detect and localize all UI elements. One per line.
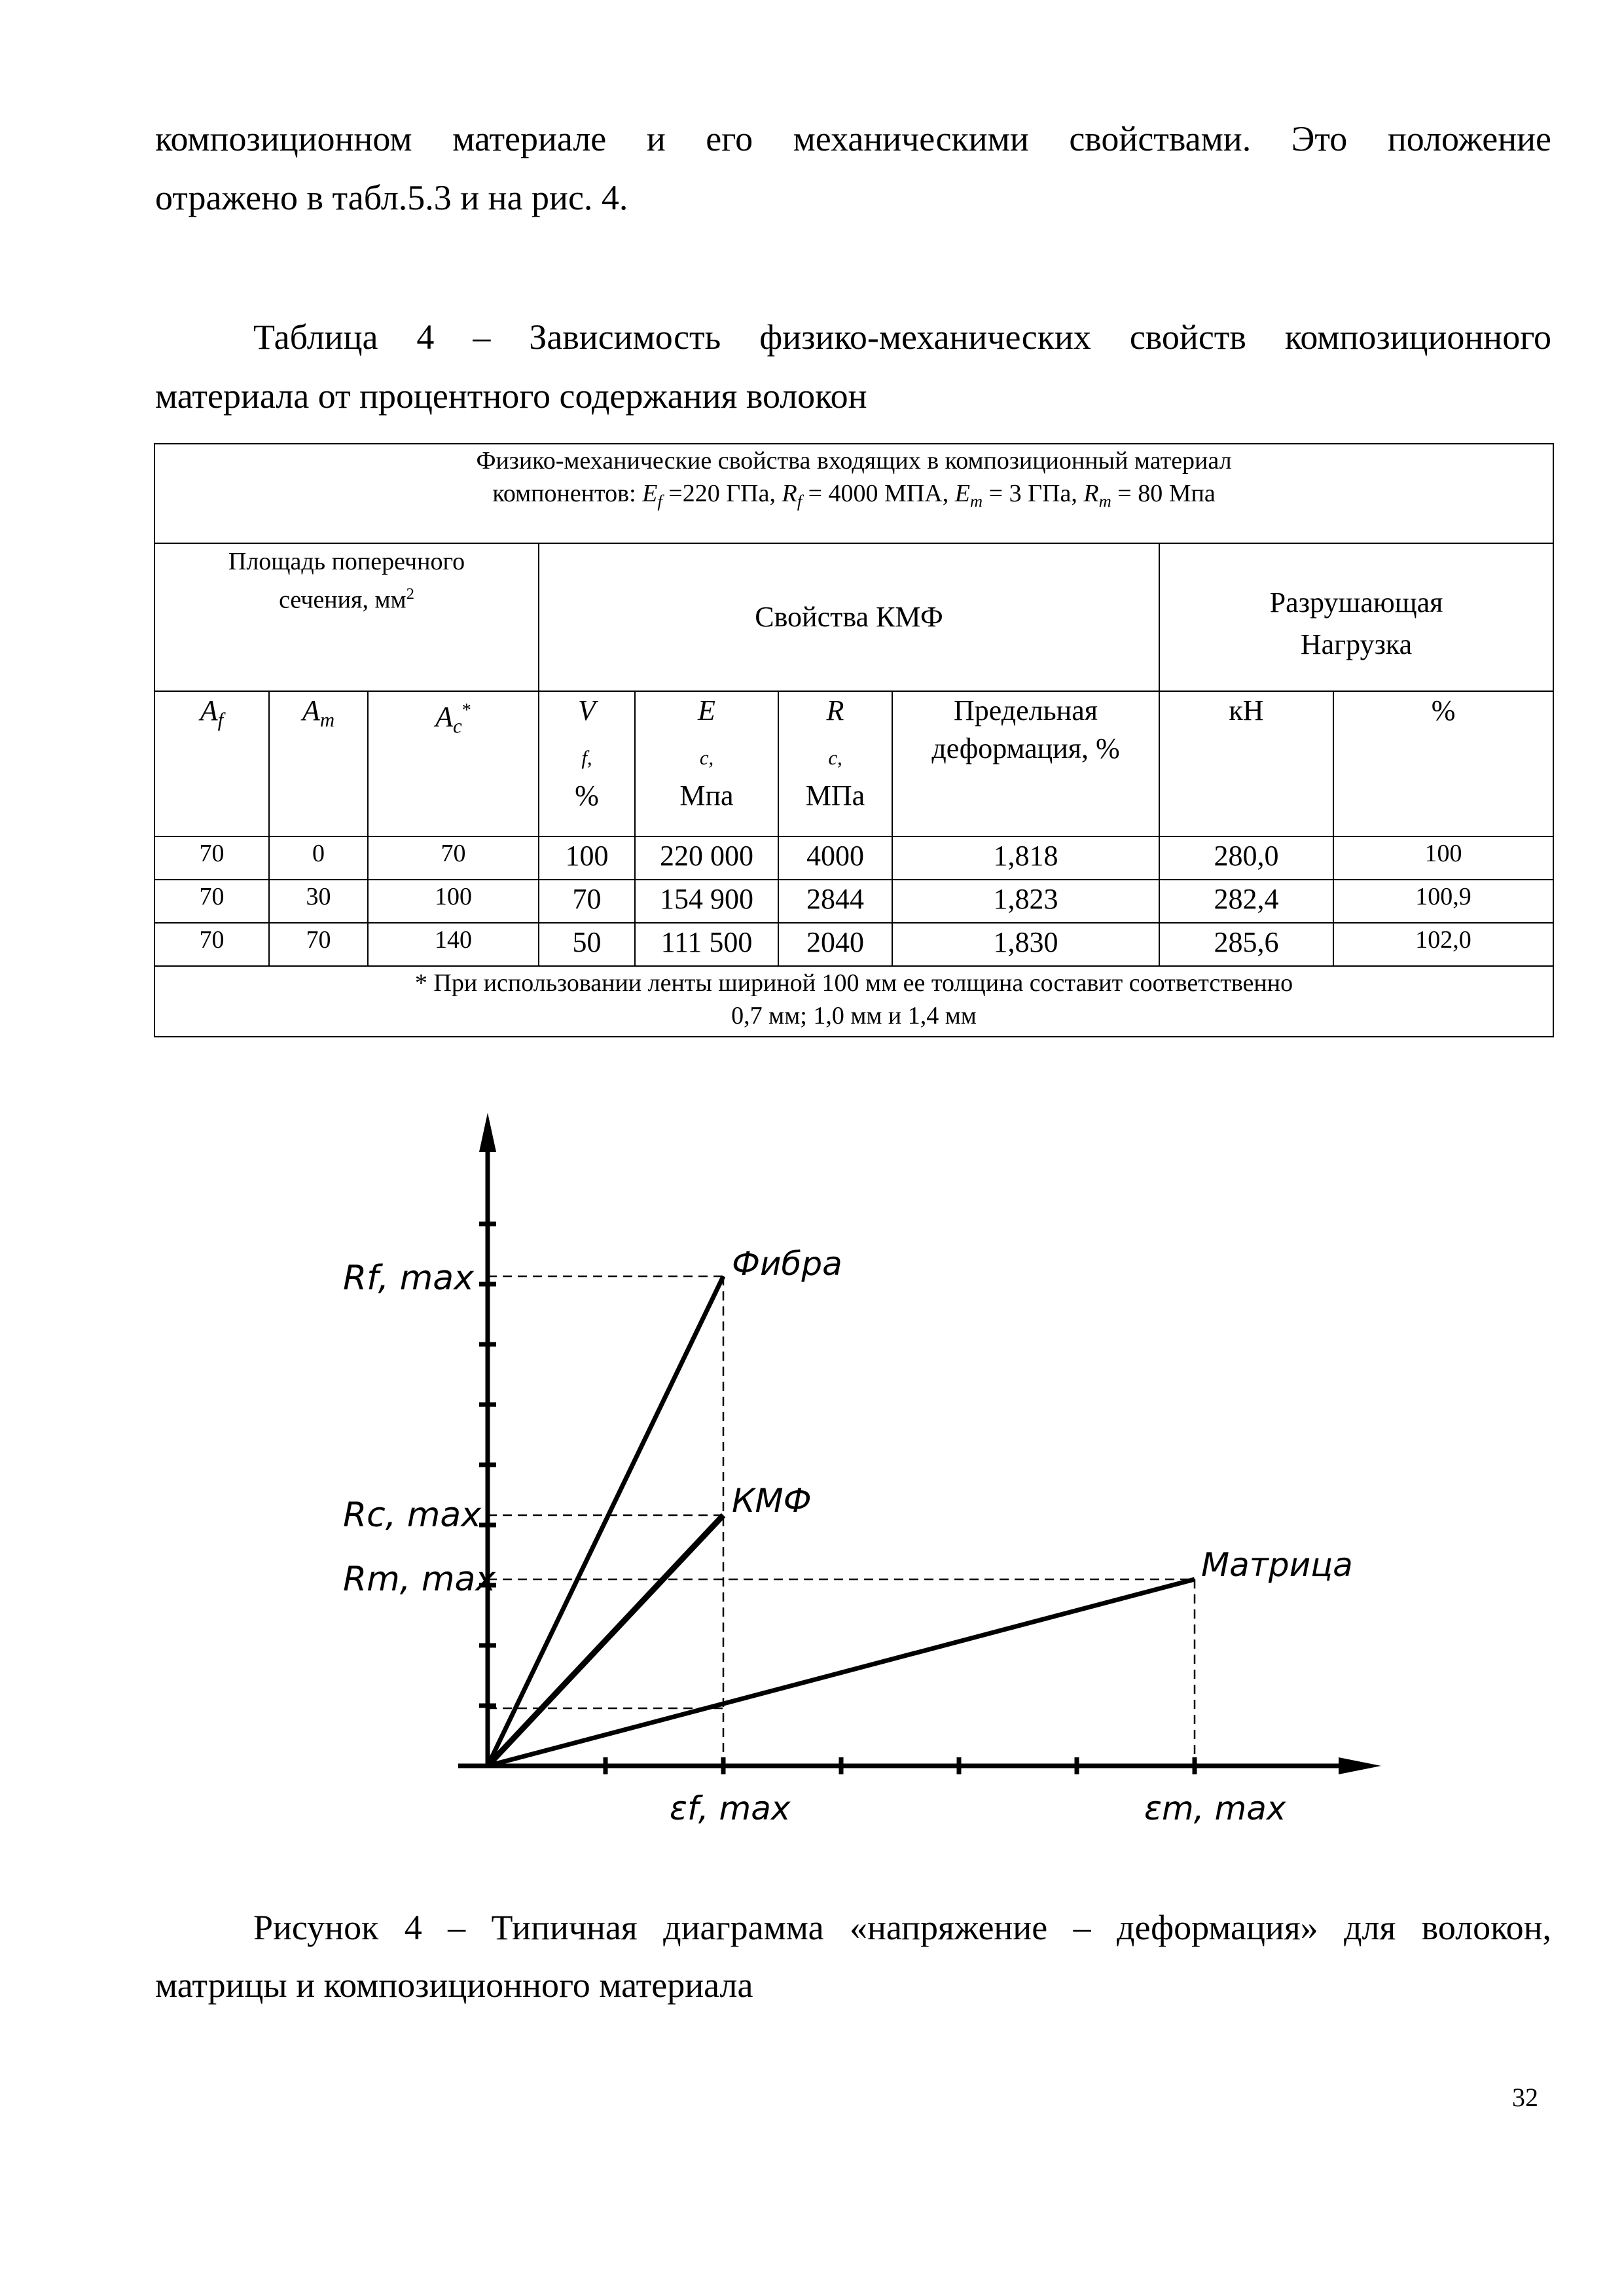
figure-caption-line-1: Рисунок 4 – Типичная диаграмма «напряжение – деформация» для волокон,	[253, 1908, 1551, 1947]
kmf-label: КМФ	[732, 1482, 812, 1520]
table-row: 70 0 70 100 220 000 4000 1,818 280,0 100	[154, 836, 1553, 880]
col-ac: $A_c^*$	[368, 691, 539, 836]
table-header-line-1: Физико-механические свойства входящих в композиционный материал	[476, 447, 1232, 475]
table-caption-line-2: материала от процентного содержания волокон	[155, 376, 867, 416]
table-row: 70 70 140 50 111 500 2040 1,830 285,6 102,0	[154, 923, 1553, 966]
matrix-line	[488, 1579, 1195, 1766]
group-area-header: Площадь поперечного сечения, $мм^2$	[154, 543, 539, 691]
group-kmf-header: Свойства КМФ	[539, 543, 1159, 691]
ef-max-label: εf, max	[670, 1789, 791, 1827]
table-row: 70 30 100 70 154 900 2844 1,823 282,4 100,9	[154, 880, 1553, 923]
y-axis	[479, 1113, 496, 1767]
stress-strain-diagram	[327, 1100, 1401, 1833]
rc-max-label: Rc, max	[343, 1496, 482, 1535]
matrix-label: Матрица	[1201, 1546, 1353, 1584]
body-text-line-1: композиционном материале и его механическими свойствами. Это положение	[155, 119, 1551, 158]
kmf-line	[488, 1515, 723, 1766]
col-am: $A_m$	[269, 691, 368, 836]
col-vf: V $_{f,}$ %	[539, 691, 635, 836]
fiber-label: Фибра	[732, 1245, 842, 1283]
table-header	[154, 444, 1553, 543]
table-caption-line-1: Таблица 4 – Зависимость физико-механических свойств композиционного	[253, 317, 1551, 357]
fiber-line	[488, 1276, 723, 1766]
x-axis	[458, 1757, 1381, 1774]
col-deformation: Предельная деформация, %	[892, 691, 1159, 836]
group-load-header: Разрушающая Нагрузка	[1159, 543, 1553, 691]
dashed-guides	[488, 1276, 1195, 1766]
axis-ticks	[479, 1224, 1195, 1774]
table-footnote: * При использовании ленты шириной 100 мм ее толщина составит соответственно 0,7 мм; 1,0 мм и 1,4 мм	[154, 966, 1553, 1037]
body-text-line-2: отражено в табл.5.3 и на рис. 4.	[155, 178, 628, 217]
table-header-line-2: компонентов: $E_f =220$ ГПа, $R_f = 4000$ МПА, $E_m = 3$ ГПа, $R_m = 80$ Мпа	[492, 480, 1216, 511]
properties-table	[154, 443, 1554, 1037]
col-pct: %	[1333, 691, 1553, 836]
page-number: 32	[1512, 2083, 1538, 2112]
col-rc: R $_{c,}$ МПа	[778, 691, 892, 836]
col-kn: кН	[1159, 691, 1333, 836]
em-max-label: εm, max	[1144, 1789, 1286, 1827]
col-ec: E $_{c,}$ Мпа	[635, 691, 778, 836]
rf-max-label: Rf, max	[343, 1259, 474, 1298]
col-af: $A_f$	[154, 691, 269, 836]
figure-caption-line-2: матрицы и композиционного материала	[155, 1965, 753, 2005]
rm-max-label: Rm, max	[343, 1560, 496, 1599]
